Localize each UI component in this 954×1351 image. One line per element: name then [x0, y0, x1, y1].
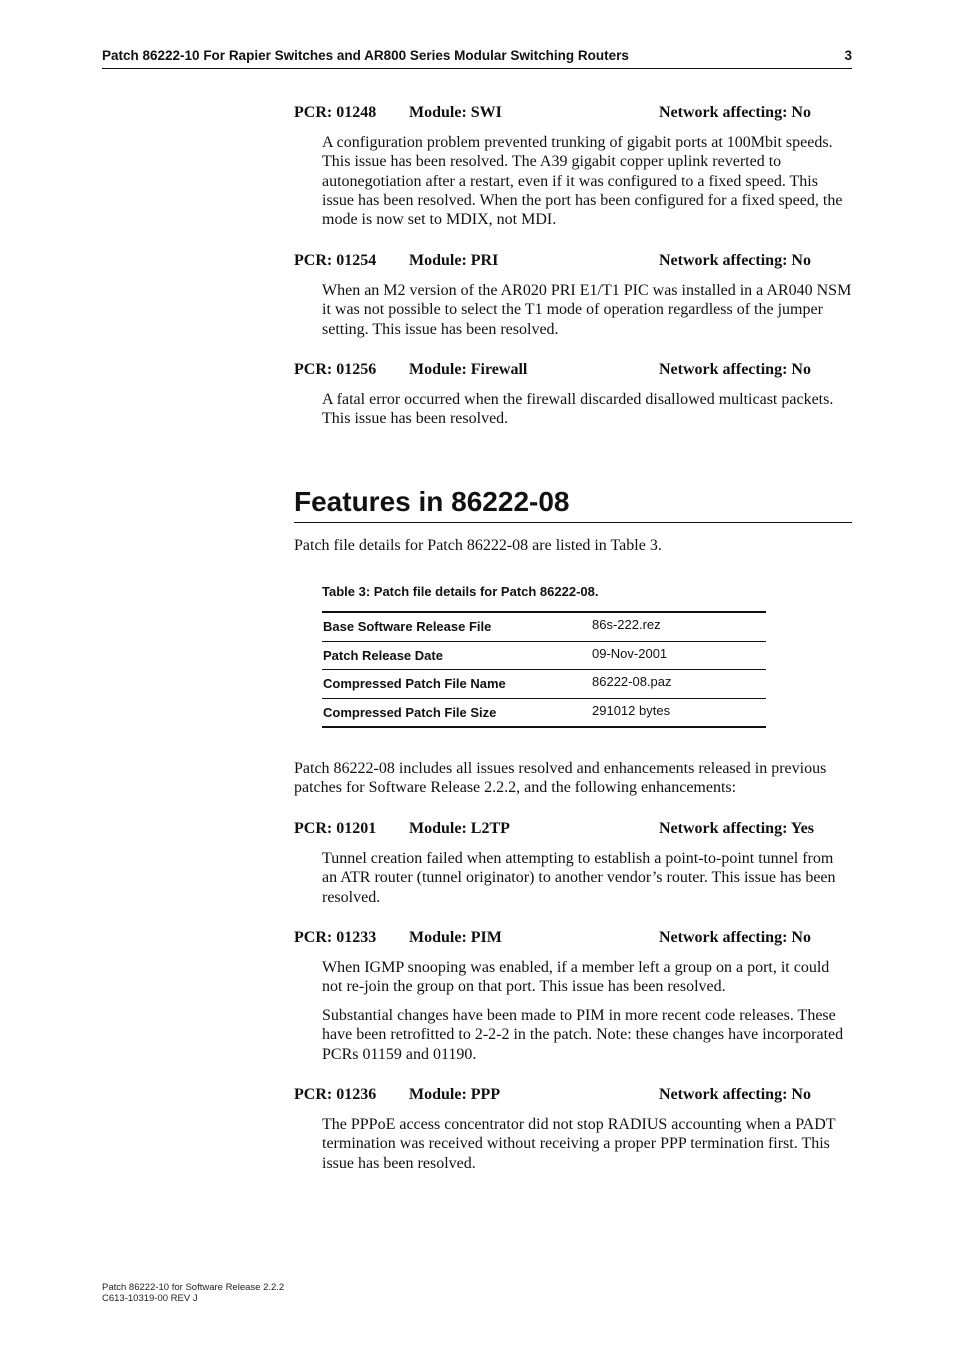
pcr-heading — [294, 820, 854, 840]
table-key: Base Software Release File — [323, 619, 492, 634]
pcr-module: Module: PPP — [409, 1086, 501, 1103]
pcr-module: Module: PRI — [409, 252, 499, 269]
table-key: Patch Release Date — [323, 647, 443, 663]
pcr-module: Module: PIM — [409, 929, 502, 946]
table-row — [322, 698, 766, 727]
section-intro: Patch file details for Patch 86222-08 are listed in Table 3. — [294, 537, 662, 554]
table-key: Compressed Patch File Name — [323, 676, 506, 691]
table-row — [322, 613, 766, 641]
pcr-network-affecting: Network affecting: No — [659, 929, 811, 946]
table-value: 09-Nov-2001 — [592, 645, 668, 661]
table-row — [322, 641, 766, 670]
page-header — [102, 48, 852, 69]
pcr-number: PCR: 01256 — [294, 361, 377, 378]
pcr-number: PCR: 01254 — [294, 252, 377, 269]
pcr-heading — [294, 104, 854, 124]
patch-details-table — [322, 611, 766, 728]
pcr-description: A configuration problem prevented trunking of gigabit ports at 100Mbit speeds. This issue has been resolved. The A39 gigabit copper uplink reverted to autonegotiation after a restart, even if it was configured to a fixed speed. This issue has been resolved. When the port has been configured for a fixed speed, the mode is now set to MDIX, not MDI. — [322, 134, 843, 229]
pcr-number: PCR: 01236 — [294, 1086, 377, 1103]
pcr-network-affecting: Network affecting: No — [659, 361, 811, 378]
pcr-heading — [294, 1086, 854, 1106]
section-summary: Patch 86222-08 includes all issues resolved and enhancements released in previous patches for Software Release 2.2.2, and the following enhancements: — [294, 760, 827, 797]
pcr-module: Module: Firewall — [409, 361, 528, 378]
pcr-number: PCR: 01233 — [294, 929, 377, 946]
pcr-description: The PPPoE access concentrator did not stop RADIUS accounting when a PADT termination was received without receiving a proper PPP termination first. This issue has been resolved. — [322, 1116, 836, 1172]
pcr-network-affecting: Network affecting: No — [659, 252, 811, 269]
pcr-description: Substantial changes have been made to PIM in more recent code releases. These have been retrofitted to 2-2-2 in the patch. Note: these changes have incorporated PCRs 01159 and 01190. — [322, 1007, 844, 1063]
pcr-description: Tunnel creation failed when attempting to establish a point-to-point tunnel from an ATR router (tunnel originator) to another vendor’s router. This issue has been resolved. — [322, 850, 836, 906]
pcr-heading — [294, 929, 854, 949]
table-caption: Table 3: Patch file details for Patch 86222-08. — [322, 584, 599, 599]
page-footer — [102, 1282, 284, 1304]
page-number: 3 — [844, 48, 852, 63]
table-value: 291012 bytes — [592, 702, 671, 718]
pcr-module: Module: SWI — [409, 104, 502, 121]
pcr-number: PCR: 01201 — [294, 820, 377, 837]
pcr-network-affecting: Network affecting: No — [659, 104, 811, 121]
header-title: Patch 86222-10 For Rapier Switches and AR800 Series Modular Switching Routers — [102, 48, 629, 63]
pcr-heading — [294, 252, 854, 272]
pcr-network-affecting: Network affecting: No — [659, 1086, 811, 1103]
pcr-heading — [294, 361, 854, 381]
pcr-description: When an M2 version of the AR020 PRI E1/T1 PIC was installed in a AR040 NSM it was not possible to select the T1 mode of operation regardless of the jumper setting. This issue has been resolved. — [322, 282, 852, 338]
pcr-description: When IGMP snooping was enabled, if a member left a group on a port, it could not re-join the group on that port. This issue has been resolved. — [322, 959, 830, 996]
table-value: 86s-222.rez — [592, 617, 661, 632]
section-heading: Features in 86222-08 — [294, 484, 852, 523]
footer-doc-code: C613-10319-00 REV J — [102, 1293, 198, 1304]
pcr-description: A fatal error occurred when the firewall discarded disallowed multicast packets. This issue has been resolved. — [322, 391, 834, 428]
footer-release: Patch 86222-10 for Software Release 2.2.2 — [102, 1282, 285, 1293]
table-row — [322, 669, 766, 698]
pcr-module: Module: L2TP — [409, 820, 510, 837]
pcr-number: PCR: 01248 — [294, 104, 377, 121]
table-value: 86222-08.paz — [592, 674, 672, 689]
pcr-network-affecting: Network affecting: Yes — [659, 820, 814, 837]
table-key: Compressed Patch File Size — [323, 704, 497, 720]
